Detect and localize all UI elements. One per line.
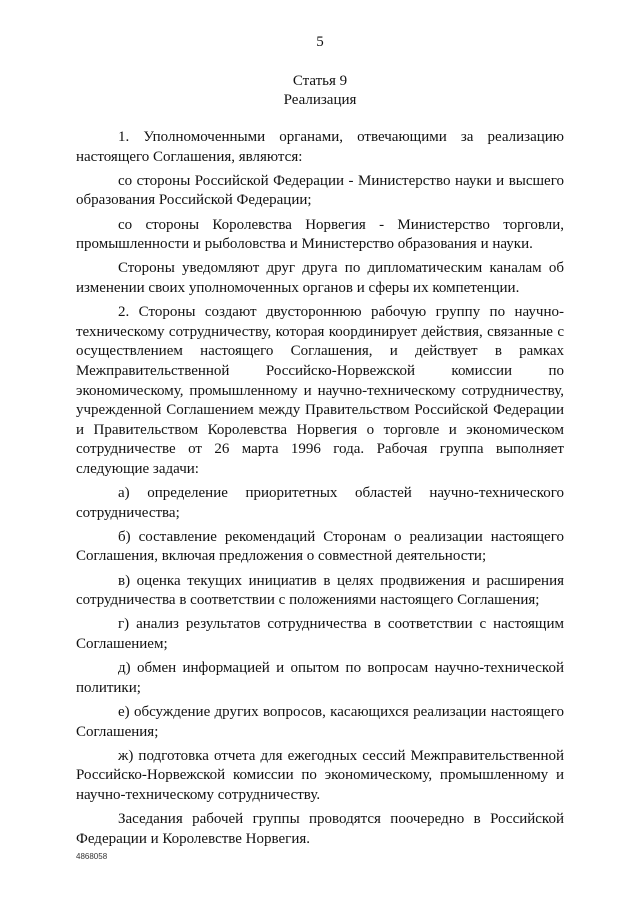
paragraph-1: 1. Уполномоченными органами, отвечающими за реализацию настоящего Соглашения, являются:	[76, 129, 564, 165]
paragraph-2: со стороны Российской Федерации - Министерство науки и высшего образования Российской Федерации;	[76, 172, 564, 209]
paragraph-12: ж) подготовка отчета для ежегодных сессий Межправительственной Российско-Норвежской комиссии по экономическому, промышленному и научно-техническому сотрудничеству.	[76, 747, 564, 803]
paragraph-3: со стороны Королевства Норвегия - Министерство торговли, промышленности и рыболовства и Министерство образования и науки.	[76, 216, 564, 253]
paragraph-4: Стороны уведомляют друг друга по дипломатическим каналам об изменении своих уполномоченных органов и сферы их компетенции.	[76, 260, 564, 296]
paragraph-9: г) анализ результатов сотрудничества в соответствии с настоящим Соглашением;	[76, 616, 564, 652]
paragraph-6: а) определение приоритетных областей научно-технического сотрудничества;	[76, 485, 564, 521]
page-number: 5	[316, 34, 324, 50]
document-code: 4868058	[76, 852, 108, 861]
paragraph-5: 2. Стороны создают двустороннюю рабочую группу по научно-техническому сотрудничеству, которая координирует действия, связанные с осуществлением настоящего Соглашения, и действует в рамках Межправительственной Российско-Норвежской комиссии по экономическому, промышленному и научно-техническому сотрудничеству, учрежденной Соглашением между Правительством Российской Федерации и Правительством Королевства Норвегия о торговле и экономическом сотрудничестве от 26 марта 1996 года. Рабочая группа выполняет следующие задачи:	[76, 304, 564, 477]
article-body	[76, 128, 564, 854]
paragraph-8: в) оценка текущих инициатив в целях продвижения и расширения сотрудничества в соответствии с положениями настоящего Соглашения;	[76, 572, 564, 609]
paragraph-11: е) обсуждение других вопросов, касающихся реализации настоящего Соглашения;	[76, 703, 564, 740]
article-title: Реализация	[283, 92, 357, 108]
paragraph-13: Заседания рабочей группы проводятся поочередно в Российской Федерации и Королевстве Норвегия.	[76, 811, 564, 847]
article-heading	[0, 72, 640, 110]
paragraph-10: д) обмен информацией и опытом по вопросам научно-технической политики;	[76, 660, 564, 696]
article-number: Статья 9	[292, 73, 348, 89]
paragraph-7: б) составление рекомендаций Сторонам о реализации настоящего Соглашения, включая предложения о совместной деятельности;	[76, 528, 564, 565]
